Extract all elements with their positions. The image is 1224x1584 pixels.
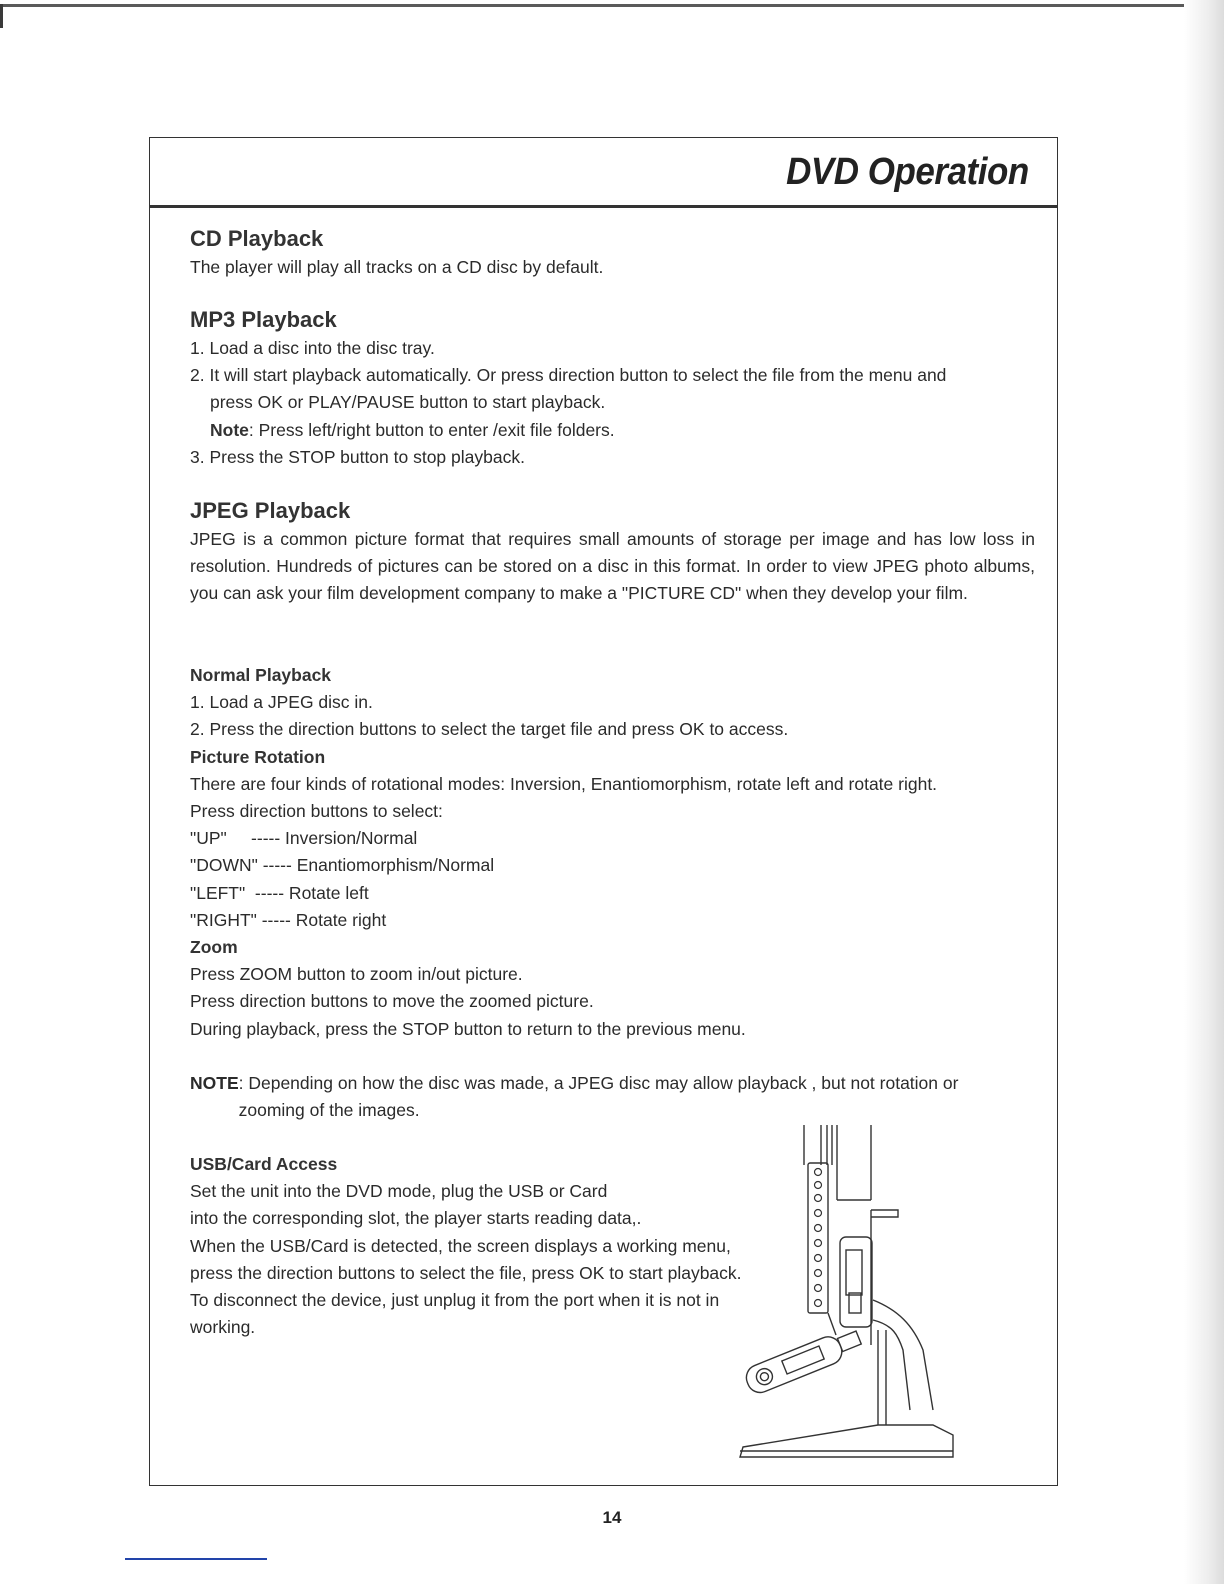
zoom-heading: Zoom bbox=[190, 937, 238, 958]
scan-edge-top bbox=[0, 4, 1224, 7]
section-title: DVD Operation bbox=[786, 151, 1029, 193]
mp3-note-text: : Press left/right button to enter /exit file folders. bbox=[248, 419, 615, 440]
scan-edge-right bbox=[1184, 0, 1224, 1584]
header-rule bbox=[149, 205, 1058, 208]
rotation-left: "LEFT" ----- Rotate left bbox=[190, 882, 369, 903]
footer-line bbox=[125, 1558, 267, 1560]
cd-playback-heading: CD Playback bbox=[190, 226, 324, 251]
usb-line-3: When the USB/Card is detected, the screen displays a working menu, bbox=[190, 1235, 731, 1256]
jpeg-note bbox=[190, 1070, 1010, 1124]
picture-rotation-heading: Picture Rotation bbox=[190, 746, 326, 767]
jpeg-playback-section bbox=[190, 496, 1035, 608]
jpeg-details-section bbox=[190, 662, 1035, 1043]
mp3-playback-heading: MP3 Playback bbox=[190, 307, 337, 332]
usb-line-2: into the corresponding slot, the player starts reading data,. bbox=[190, 1208, 642, 1229]
rotation-line-1: There are four kinds of rotational modes: Inversion, Enantiomorphism, rotate left and rotate right. bbox=[190, 773, 938, 794]
normal-playback-heading: Normal Playback bbox=[190, 665, 332, 685]
scan-edge-left bbox=[0, 4, 3, 28]
zoom-line-3: During playback, press the STOP button to return to the previous menu. bbox=[190, 1018, 746, 1039]
jpeg-note-text: : Depending on how the disc was made, a JPEG disc may allow playback , but not rotation or zooming of the images. bbox=[238, 1073, 959, 1121]
mp3-step-2a: 2. It will start playback automatically. Or press direction button to select the file from the menu and bbox=[190, 365, 947, 386]
mp3-step-3: 3. Press the STOP button to stop playback. bbox=[190, 446, 525, 467]
jpeg-note-label: NOTE bbox=[190, 1073, 239, 1093]
zoom-line-1: Press ZOOM button to zoom in/out picture. bbox=[190, 964, 523, 985]
mp3-note bbox=[190, 417, 1035, 444]
normal-step-1: 1. Load a JPEG disc in. bbox=[190, 692, 373, 713]
usb-line-1: Set the unit into the DVD mode, plug the USB or Card bbox=[190, 1181, 608, 1202]
rotation-right: "RIGHT" ----- Rotate right bbox=[190, 909, 387, 930]
usb-card-heading: USB/Card Access bbox=[190, 1154, 338, 1174]
normal-step-2: 2. Press the direction buttons to select the target file and press OK to access. bbox=[190, 719, 789, 740]
page-number: 14 bbox=[602, 1508, 622, 1527]
jpeg-intro-text: JPEG is a common picture format that requires small amounts of storage per image and has low loss in resolution. Hundreds of pictures can be stored on a disc in this format. In order to view JPEG photo albums, you can ask your film development company to make a "PICTURE CD" when they develop your film. bbox=[190, 529, 1035, 604]
mp3-step-2b: press OK or PLAY/PAUSE button to start playback. bbox=[210, 392, 606, 413]
usb-line-4: press the direction buttons to select the file, press OK to start playback. bbox=[190, 1262, 742, 1283]
usb-line-6: working. bbox=[190, 1317, 256, 1338]
mp3-playback-section bbox=[190, 305, 1035, 471]
usb-card-section bbox=[190, 1151, 790, 1341]
mp3-note-label: Note bbox=[210, 419, 249, 440]
rotation-line-2: Press direction buttons to select: bbox=[190, 801, 443, 822]
rotation-down: "DOWN" ----- Enantiomorphism/Normal bbox=[190, 855, 495, 876]
mp3-step-1: 1. Load a disc into the disc tray. bbox=[190, 338, 435, 358]
device-usb-illustration bbox=[728, 1125, 958, 1465]
cd-playback-text: The player will play all tracks on a CD disc by default. bbox=[190, 257, 604, 277]
zoom-line-2: Press direction buttons to move the zoomed picture. bbox=[190, 991, 594, 1012]
cd-playback-section bbox=[190, 224, 1035, 281]
jpeg-playback-heading: JPEG Playback bbox=[190, 498, 351, 523]
usb-line-5: To disconnect the device, just unplug it from the port when it is not in bbox=[190, 1290, 720, 1311]
rotation-up: "UP" ----- Inversion/Normal bbox=[190, 828, 418, 849]
